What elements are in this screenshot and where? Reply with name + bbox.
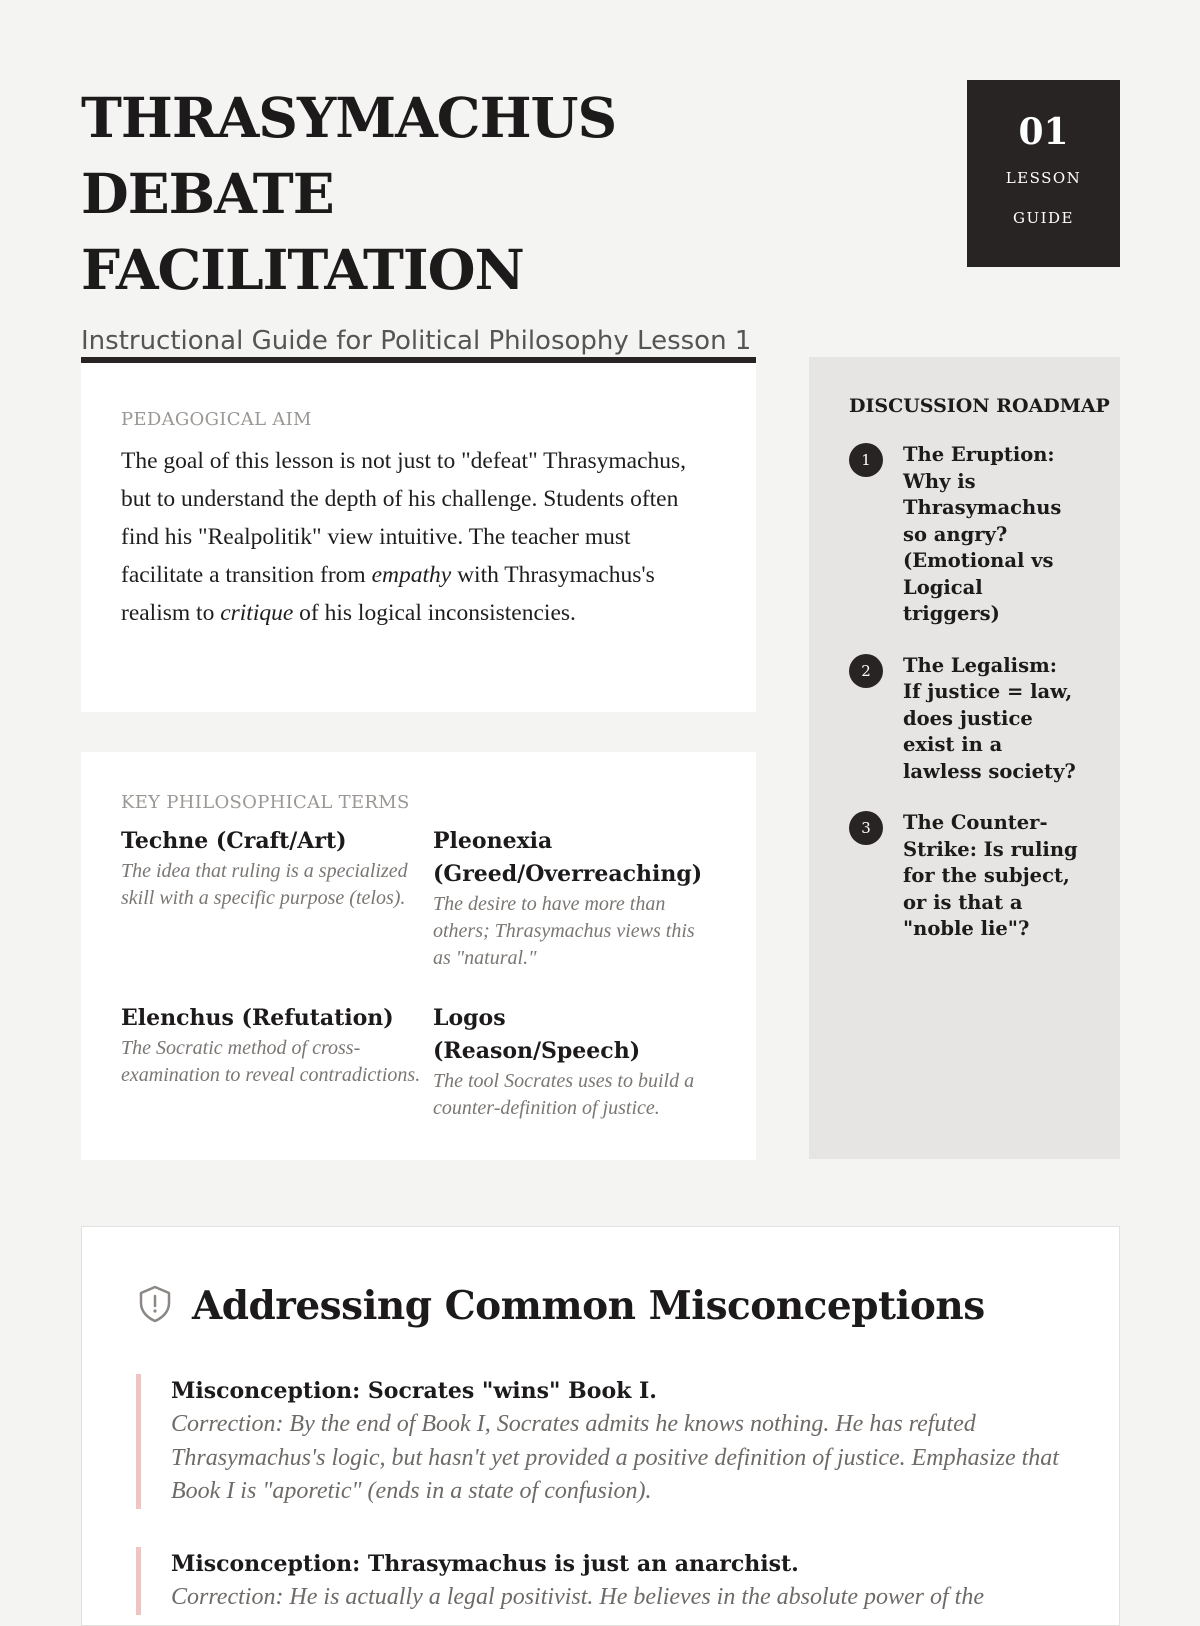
step-number: 3 (849, 811, 883, 845)
shield-alert-icon (138, 1285, 172, 1327)
term-item (121, 825, 433, 972)
term-definition: The Socratic method of cross-examination to reveal contradictions. (121, 1037, 421, 1086)
misconception-correction: Correction: By the end of Book I, Socrates admits he knows nothing. He has refuted Thrasymachus's logic, but hasn't yet provided a positive definition of justice. Emphasize that Book I is "aporetic" (ends in a state of confusion). (171, 1411, 1059, 1504)
pedagogical-aim-card (81, 357, 756, 712)
aim-label: PEDAGOGICAL AIM (121, 409, 312, 430)
step-number: 1 (849, 443, 883, 477)
misconception-item (136, 1374, 1071, 1509)
misconceptions-title: Addressing Common Misconceptions (192, 1283, 985, 1329)
misconceptions-section (81, 1226, 1120, 1626)
aim-text (121, 442, 716, 632)
page-header (81, 80, 881, 356)
aim-text-part: with Thrasymachus's realism to (121, 562, 655, 626)
roadmap-step (849, 810, 1120, 943)
step-text: The Counter-Strike: Is ruling for the subject, or is that a "noble lie"? (903, 811, 1078, 940)
term-name: Pleonexia (Greed/Overreaching) (433, 828, 703, 887)
roadmap-step (849, 653, 1120, 786)
term-name: Elenchus (Refutation) (121, 1005, 394, 1031)
term-item (433, 825, 713, 972)
term-item (121, 1002, 433, 1122)
misconception-heading: Misconception: Thrasymachus is just an anarchist. (171, 1551, 799, 1577)
step-text: The Legalism: If justice = law, does justice exist in a lawless society? (903, 653, 1076, 783)
lesson-number: 01 (1018, 111, 1069, 153)
discussion-roadmap (809, 357, 1120, 1159)
page-title (81, 80, 881, 308)
term-definition: The idea that ruling is a specialized skill with a specific purpose (telos). (121, 860, 408, 909)
terms-grid (121, 825, 716, 1122)
aim-text-part: The goal of this lesson is not just to "defeat" Thrasymachus, but to understand the depth of his challenge. Students often find his "Realpolitik" view intuitive. The teacher must facilitate a transition from (121, 448, 687, 588)
misconception-item (136, 1547, 1071, 1615)
aim-emphasis-empathy: empathy (371, 562, 452, 588)
step-text: The Eruption: Why is Thrasymachus so angry? (Emotional vs Logical triggers) (903, 443, 1062, 625)
terms-label: KEY PHILOSOPHICAL TERMS (121, 792, 410, 813)
term-definition: The desire to have more than others; Thrasymachus views this as "natural." (433, 893, 695, 969)
misconception-correction: Correction: He is actually a legal positivist. He believes in the absolute power of the (171, 1584, 984, 1610)
badge-label-line-2: GUIDE (1012, 209, 1075, 227)
key-terms-card (81, 752, 756, 1160)
badge-label-line-1: LESSON (1005, 169, 1082, 187)
term-name: Techne (Craft/Art) (121, 828, 347, 854)
term-item (433, 1002, 713, 1122)
roadmap-step (849, 442, 1120, 628)
misconceptions-header (138, 1283, 985, 1329)
term-name: Logos (Reason/Speech) (433, 1005, 641, 1064)
aim-emphasis-critique: critique (220, 600, 294, 626)
lesson-badge (967, 80, 1120, 267)
step-number: 2 (849, 654, 883, 688)
roadmap-title: DISCUSSION ROADMAP (849, 395, 1110, 417)
term-definition: The tool Socrates uses to build a counter-definition of justice. (433, 1070, 695, 1119)
misconception-heading: Misconception: Socrates "wins" Book I. (171, 1378, 657, 1404)
title-line-1: THRASYMACHUS DEBATE (81, 85, 617, 226)
title-line-2: FACILITATION (81, 237, 524, 302)
page-subtitle: Instructional Guide for Political Philosophy Lesson 1 (81, 326, 752, 356)
aim-text-part: of his logical inconsistencies. (293, 600, 576, 626)
